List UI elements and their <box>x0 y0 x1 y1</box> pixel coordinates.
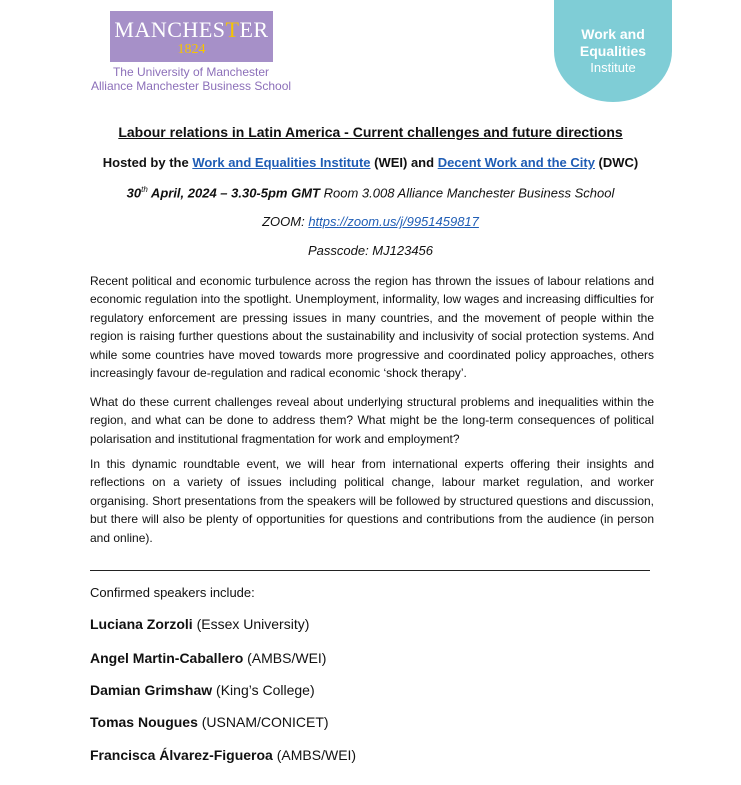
manchester-logo-subtitle: The University of Manchester Alliance Manchester Business School <box>90 65 292 93</box>
wei-logo: Work and Equalities Institute <box>554 0 672 102</box>
divider <box>90 570 650 571</box>
speaker-item: Damian Grimshaw (King’s College) <box>90 682 315 698</box>
paragraph-1: Recent political and economic turbulence across the region has thrown the issues of labour relations and economic regulation into the spotlight. Unemployment, informality, low wages and increasing difficulties for regulatory enforcement are pressing issues in many countries, and the movement of people within the region is raising further questions about the sustainability and inclusivity of social protection systems. And while some countries have moved towards more progressive and coordinated policy approaches, others increasingly favour de-regulation and radical economic ‘shock therapy’. <box>90 274 654 381</box>
event-date: 30th April, 2024 – 3.30-5pm GMT Room 3.008 Alliance Manchester Business School <box>126 185 615 201</box>
paragraph-3: In this dynamic roundtable event, we will hear from international experts offering their insights and reflections on a variety of issues including political change, labour market regulation, and worker organising. Short presentations from the speakers will be followed by structured questions and discussion, but there will also be plenty of opportunities for questions and contributions from the audience (in person and online). <box>90 457 654 545</box>
speaker-item: Angel Martin-Caballero (AMBS/WEI) <box>90 650 327 666</box>
zoom-link[interactable]: https://zoom.us/j/9951459817 <box>308 214 479 229</box>
wei-link[interactable]: Work and Equalities Institute <box>192 155 371 170</box>
speaker-item: Tomas Nougues (USNAM/CONICET) <box>90 714 329 730</box>
hosted-by-line: Hosted by the Work and Equalities Institute (WEI) and Decent Work and the City (DWC) <box>102 155 639 170</box>
passcode: Passcode: MJ123456 <box>307 243 434 258</box>
paragraph-2: What do these current challenges reveal about underlying structural problems and inequalities within the region, and what can be done to address them? What might be the long-term consequences of political polarisation and institutional fragmentation for work and employment? <box>90 395 654 446</box>
zoom-line: ZOOM: https://zoom.us/j/9951459817 <box>262 214 479 229</box>
speakers-intro: Confirmed speakers include: <box>90 585 255 600</box>
manchester-logo: MANCHESTER 1824 <box>110 11 273 62</box>
document-title: Labour relations in Latin America - Current challenges and future directions <box>118 124 623 140</box>
speaker-item: Francisca Álvarez-Figueroa (AMBS/WEI) <box>90 747 357 763</box>
speaker-item: Luciana Zorzoli (Essex University) <box>90 616 310 632</box>
dwc-link[interactable]: Decent Work and the City <box>437 155 595 170</box>
